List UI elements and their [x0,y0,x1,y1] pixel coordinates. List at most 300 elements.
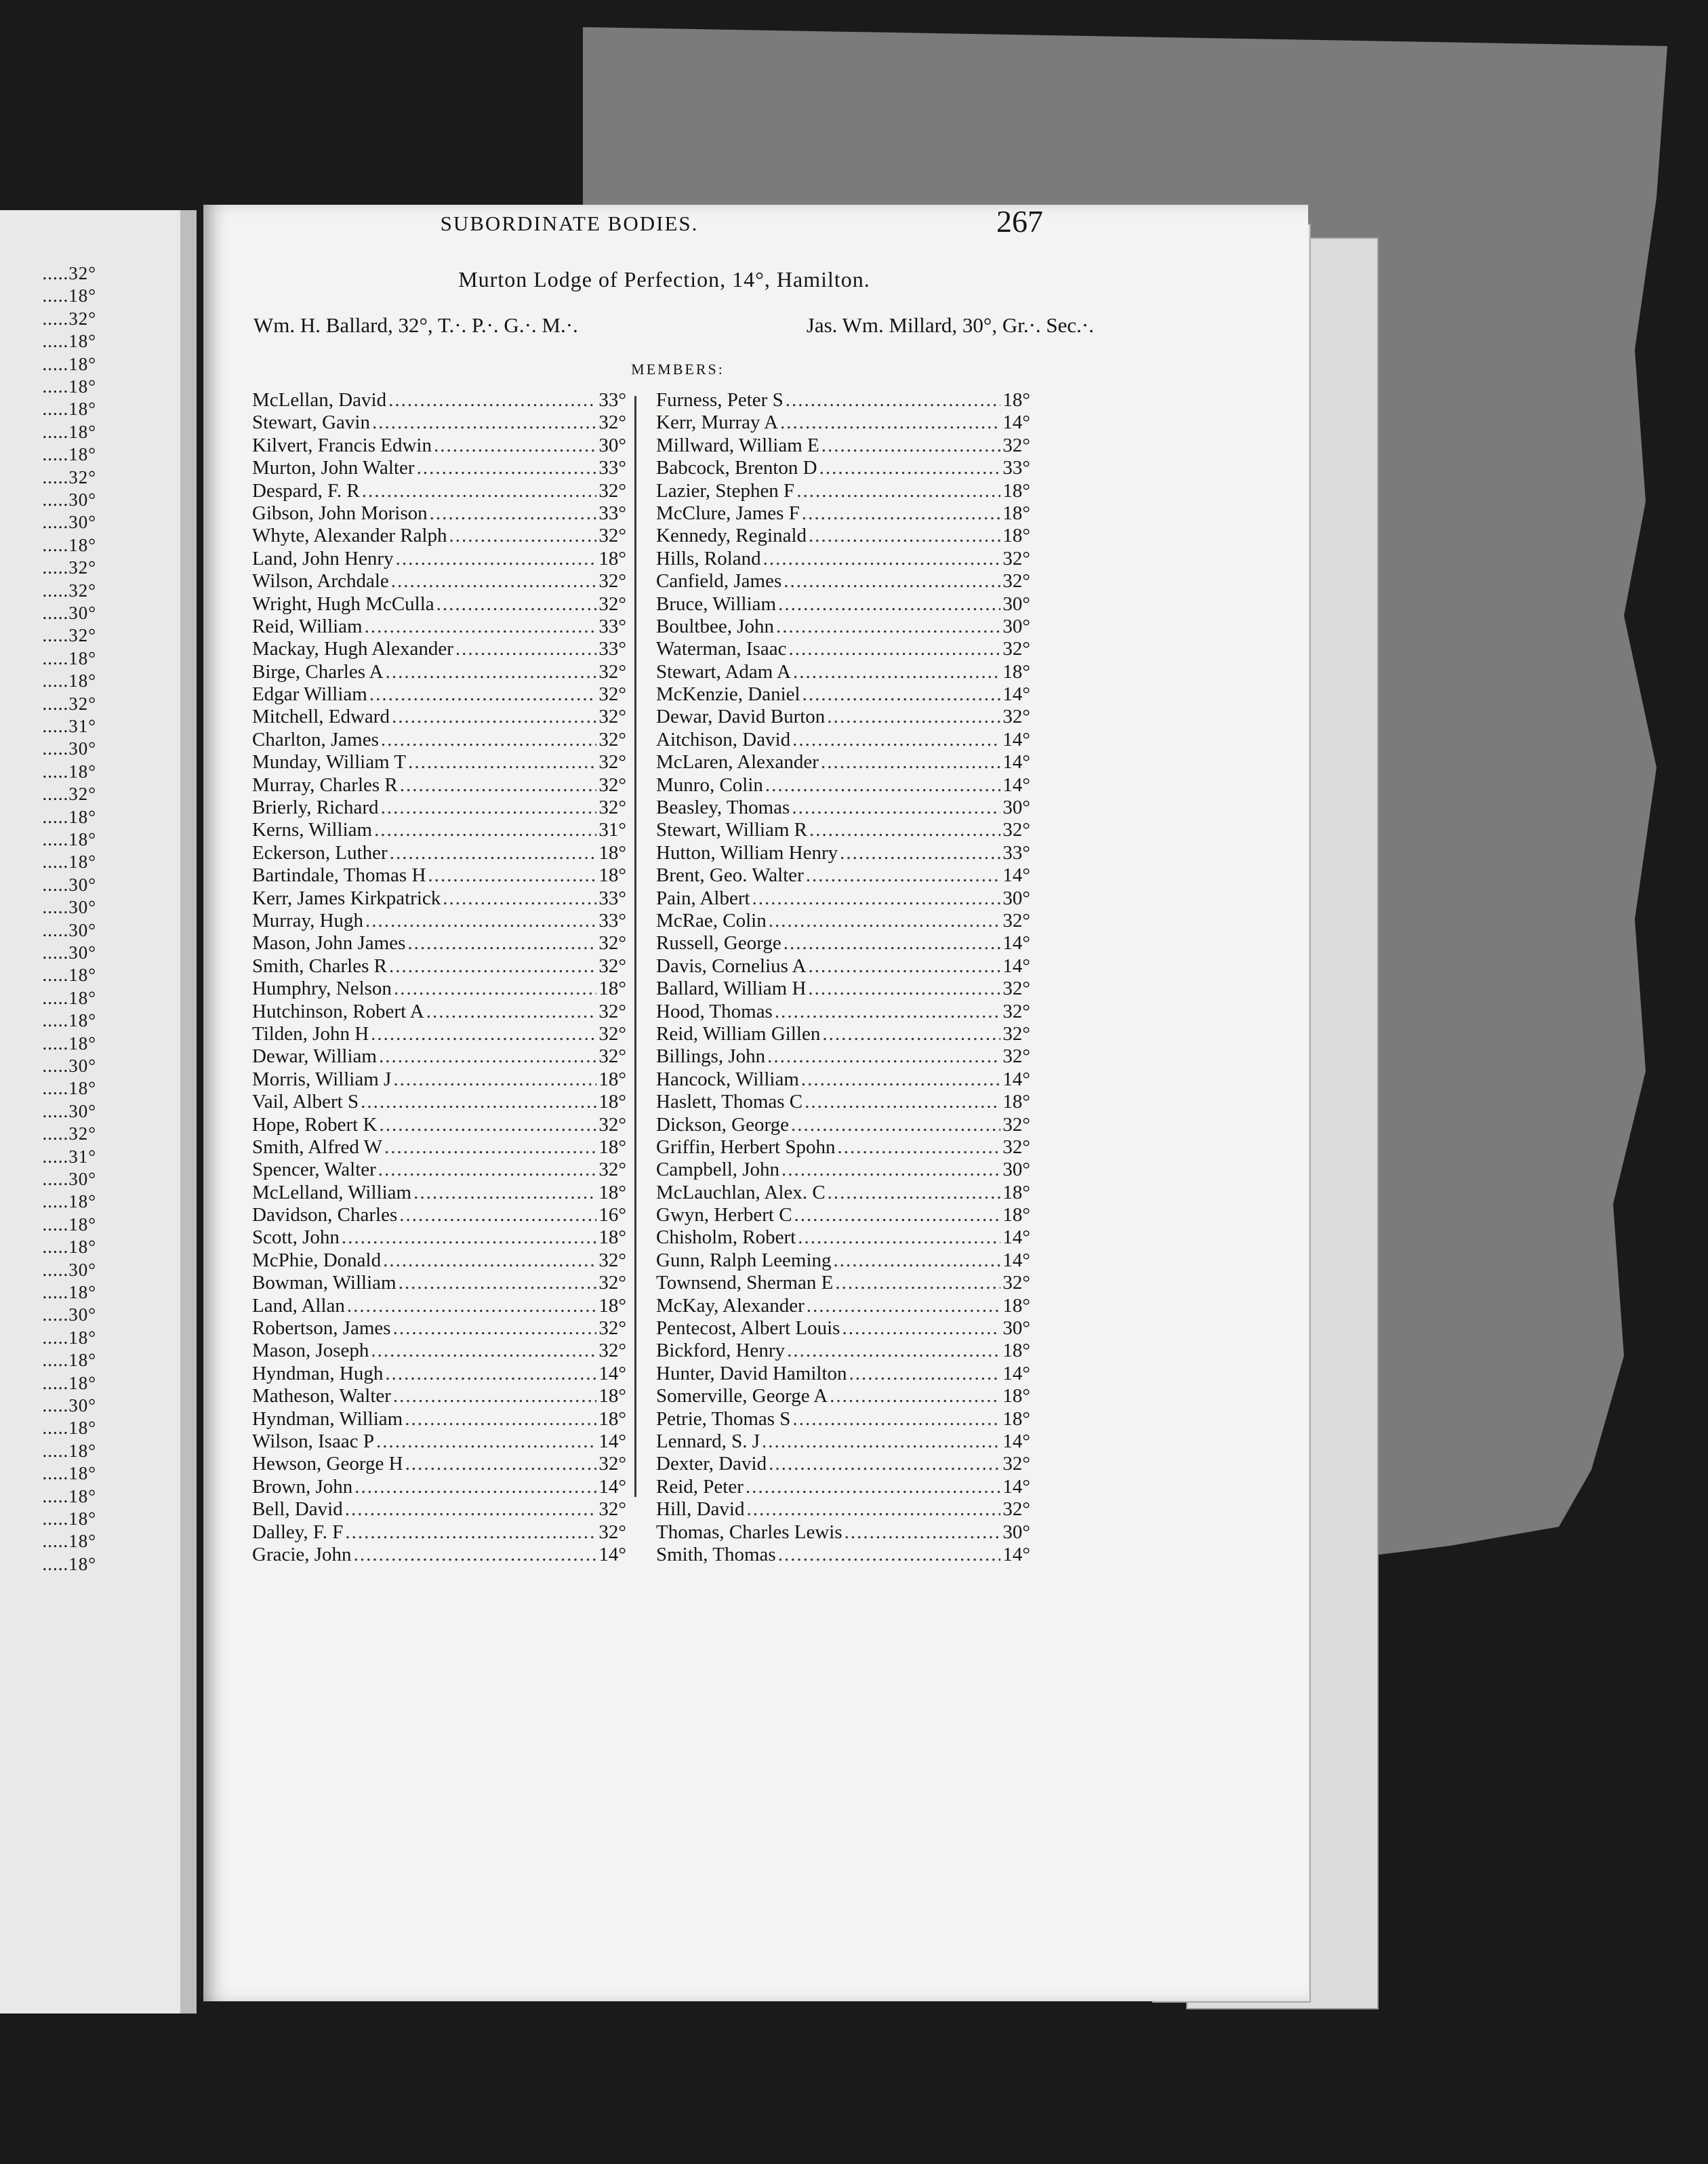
member-name: Haslett, Thomas C [656,1091,803,1113]
dot-leader [747,1498,1001,1521]
facing-page-fragment: .....31° [42,716,96,736]
facing-page-fragment: .....18° [42,829,96,849]
member-degree: 33° [598,887,626,909]
dot-leader [365,910,596,932]
dot-leader [393,1385,596,1407]
member-name: McLaren, Alexander [656,751,819,774]
member-name: Canfield, James [656,570,782,593]
dot-leader [430,502,597,525]
dot-leader [793,661,1000,683]
dot-leader [821,435,1001,457]
member-name: Kerr, James Kirkpatrick [252,887,441,909]
dot-leader [778,1544,1001,1566]
dot-leader [842,1317,1000,1340]
dot-leader [449,525,597,547]
officer-master: Wm. H. Ballard, 32°, T.·. P.·. G.·. M.·. [253,313,578,337]
member-degree: 18° [1002,479,1030,502]
member-name: Babcock, Brenton D [656,457,817,479]
member-name: Kennedy, Reginald [656,525,807,547]
member-row [252,1272,626,1294]
facing-page-fragment: .....18° [42,1327,96,1348]
column-divider [634,396,636,1497]
member-degree: 32° [598,1317,626,1340]
member-degree: 32° [598,774,626,796]
member-degree: 14° [1002,1249,1030,1271]
member-row [656,457,1030,479]
member-name: Hunter, David Hamilton [656,1362,847,1384]
dot-leader [345,1521,596,1544]
facing-page-fragment: .....18° [42,670,96,692]
members-column-right [656,389,1030,1566]
member-degree: 32° [598,797,626,819]
member-row [656,1091,1030,1113]
member-row [252,1136,626,1159]
member-row [656,502,1030,525]
member-name: Wilson, Archdale [252,570,389,593]
member-row [252,955,626,978]
member-degree: 18° [1002,502,1030,524]
facing-page-fragment: .....30° [42,512,96,533]
facing-page-fragment: .....18° [42,1508,96,1529]
member-row [656,1226,1030,1249]
facing-page-fragment: .....30° [42,1304,96,1325]
member-name: Gracie, John [252,1543,352,1565]
dot-leader [399,1204,596,1226]
facing-page-fragment: .....18° [42,1372,96,1393]
dot-leader [455,638,597,660]
member-name: Petrie, Thomas S [656,1407,791,1430]
member-name: Tilden, John H [252,1022,369,1045]
dot-leader [405,1453,597,1475]
member-degree: 18° [598,1294,626,1317]
member-degree: 18° [1002,1181,1030,1203]
member-row [252,1226,626,1249]
dot-leader [371,1340,596,1362]
dot-leader [389,955,596,978]
member-name: Dewar, David Burton [656,706,826,728]
member-row [252,978,626,1000]
member-degree: 18° [1002,660,1030,683]
member-degree: 18° [598,978,626,1000]
dot-leader [399,1272,597,1294]
member-name: McClure, James F [656,502,800,524]
facing-page-fragment: .....18° [42,647,96,668]
dot-leader [784,570,1000,593]
member-row [252,706,626,728]
dot-leader [354,1476,596,1498]
member-name: Gwyn, Herbert C [656,1204,792,1226]
facing-page-fragment: .....18° [42,1191,96,1212]
facing-page-fragment: .....18° [42,1214,96,1235]
member-row [656,389,1030,412]
facing-page-fragment: .....32° [42,1123,96,1144]
member-row [252,751,626,774]
member-row [656,706,1030,728]
member-degree: 32° [598,479,626,502]
member-degree: 30° [1002,593,1030,615]
member-row [252,683,626,706]
dot-leader [801,1068,1000,1091]
member-row [656,1023,1030,1045]
member-row [656,842,1030,864]
dot-leader [436,593,597,616]
member-degree: 18° [598,547,626,569]
member-name: Ballard, William H [656,978,807,1000]
member-row [656,435,1030,457]
member-row [656,932,1030,955]
dot-leader [807,1295,1001,1317]
member-degree: 18° [1002,389,1030,411]
dot-leader [809,955,1001,978]
dot-leader [381,729,597,751]
dot-leader [408,751,596,774]
member-name: Bruce, William [656,593,777,615]
member-name: Munro, Colin [656,774,763,796]
member-degree: 18° [598,1385,626,1407]
member-name: Thomas, Charles Lewis [656,1521,842,1543]
member-row [656,1295,1030,1317]
member-name: Scott, John [252,1226,340,1249]
member-degree: 31° [598,819,626,841]
member-name: Reid, William Gillen [656,1022,821,1045]
member-row [252,661,626,683]
member-row [656,1159,1030,1181]
dot-leader [805,1091,1000,1113]
member-degree: 32° [1002,1272,1030,1294]
member-row [656,910,1030,932]
member-name: Bartindale, Thomas H [252,864,426,887]
dot-leader [396,548,597,570]
member-row [656,1521,1030,1544]
member-row [656,1430,1030,1453]
member-degree: 18° [598,841,626,864]
member-degree: 32° [598,412,626,434]
member-name: Brown, John [252,1475,353,1498]
member-name: Bowman, William [252,1272,396,1294]
facing-page-fragment: .....32° [42,263,96,283]
dot-leader [802,683,1001,706]
member-degree: 14° [1002,1475,1030,1498]
member-row [252,480,626,502]
member-row [252,616,626,638]
member-degree: 32° [598,1159,626,1181]
member-name: Hyndman, William [252,1407,403,1430]
member-degree: 14° [1002,412,1030,434]
member-row [656,955,1030,978]
member-name: Dexter, David [656,1453,767,1475]
facing-page-left [0,210,197,2013]
member-name: Murray, Charles R [252,774,398,796]
member-name: Waterman, Isaac [656,638,787,660]
dot-leader [828,1182,1001,1204]
dot-leader [362,480,597,502]
member-name: Bickford, Henry [656,1340,786,1362]
member-name: Somerville, George A [656,1385,828,1407]
dot-leader [345,1498,597,1521]
member-row [252,570,626,593]
dot-leader [381,797,597,819]
member-name: Lazier, Stephen F [656,479,795,502]
dot-leader [392,706,596,728]
member-degree: 32° [598,751,626,774]
member-name: Wright, Hugh McCulla [252,593,434,615]
dot-leader [765,774,1000,797]
member-row [656,638,1030,660]
member-name: Brierly, Richard [252,797,379,819]
member-row [252,1408,626,1430]
member-row [252,842,626,864]
member-degree: 30° [598,434,626,456]
member-row [252,1430,626,1453]
member-row [656,1182,1030,1204]
member-row [252,1001,626,1023]
member-name: McPhie, Donald [252,1249,382,1271]
member-degree: 18° [598,1226,626,1249]
member-degree: 32° [598,593,626,615]
member-name: Hill, David [656,1498,745,1521]
facing-page-fragment: .....30° [42,1056,96,1076]
member-row [656,548,1030,570]
member-name: McLellan, David [252,389,387,411]
member-row [656,1476,1030,1498]
member-degree: 14° [1002,864,1030,887]
member-name: McKay, Alexander [656,1294,805,1317]
dot-leader [342,1226,596,1249]
dot-leader [798,1226,1000,1249]
facing-page-fragment: .....32° [42,625,96,646]
dot-leader [821,751,1000,774]
member-row [656,1498,1030,1521]
dot-leader [781,1159,1000,1181]
dot-leader [752,887,1001,910]
facing-page-fragment: .....18° [42,806,96,827]
member-degree: 32° [598,932,626,955]
member-degree: 32° [1002,1113,1030,1136]
facing-page-fragment: .....18° [42,1033,96,1054]
member-degree: 18° [1002,1204,1030,1226]
dot-leader [417,457,597,479]
member-name: Millward, William E [656,434,819,456]
facing-page-fragment: .....30° [42,874,96,895]
member-row [252,389,626,412]
member-row [252,1068,626,1091]
member-name: Smith, Thomas [656,1543,776,1565]
dot-leader [393,1317,597,1340]
member-degree: 33° [1002,841,1030,864]
member-degree: 32° [1002,909,1030,931]
member-name: Vail, Albert S [252,1091,359,1113]
facing-page-fragment: .....32° [42,308,96,329]
member-name: Hyndman, Hugh [252,1362,384,1384]
member-degree: 14° [1002,955,1030,977]
member-name: Gibson, John Morison [252,502,428,524]
dot-leader [769,910,1001,932]
member-degree: 18° [1002,1294,1030,1317]
member-name: Campbell, John [656,1159,780,1181]
member-name: Mitchell, Edward [252,706,390,728]
member-row [252,1544,626,1566]
member-row [656,480,1030,502]
dot-leader [775,1001,1001,1023]
member-name: Spencer, Walter [252,1159,376,1181]
member-name: Pentecost, Albert Louis [656,1317,840,1340]
member-degree: 33° [598,502,626,524]
member-degree: 32° [598,1045,626,1068]
facing-page-fragment: .....30° [42,919,96,940]
facing-page-fragment: .....32° [42,580,96,601]
dot-leader [796,480,1000,502]
facing-page-fragment: .....18° [42,1418,96,1439]
member-name: Stewart, William R [656,819,808,841]
member-name: Murray, Hugh [252,909,364,931]
member-row [656,797,1030,819]
dot-leader [379,1114,596,1136]
member-row [252,1476,626,1498]
dot-leader [806,864,1001,887]
member-row [656,1136,1030,1159]
dot-leader [388,389,596,412]
dot-leader [845,1521,1001,1544]
member-row [656,661,1030,683]
member-degree: 33° [598,457,626,479]
dot-leader [365,616,597,638]
member-degree: 32° [1002,1022,1030,1045]
member-name: Hutchinson, Robert A [252,1000,424,1022]
facing-page-fragment: .....18° [42,1010,96,1031]
member-name: Bell, David [252,1498,343,1521]
member-degree: 32° [1002,706,1030,728]
member-name: Eckerson, Luther [252,841,388,864]
dot-leader [379,1045,596,1068]
dot-leader [426,1001,597,1023]
member-row [656,1385,1030,1407]
facing-page-fragment: .....18° [42,444,96,465]
dot-leader [776,616,1000,638]
member-name: Murton, John Walter [252,457,415,479]
member-row [656,978,1030,1000]
member-name: Land, Allan [252,1294,345,1317]
member-degree: 32° [1002,1045,1030,1068]
member-degree: 30° [1002,1159,1030,1181]
member-name: Hope, Robert K [252,1113,378,1136]
dot-leader [374,819,596,841]
dot-leader [787,1340,1000,1362]
member-name: Billings, John [656,1045,766,1068]
dot-leader [791,1114,1000,1136]
member-degree: 14° [598,1362,626,1384]
member-degree: 18° [1002,1407,1030,1430]
member-degree: 33° [598,638,626,660]
member-row [656,774,1030,797]
dot-leader [376,1430,596,1453]
member-row [252,638,626,660]
member-row [252,1363,626,1385]
member-row [656,570,1030,593]
dot-leader [792,1408,1000,1430]
dot-leader [413,1182,596,1204]
dot-leader [405,1408,596,1430]
member-degree: 18° [1002,1385,1030,1407]
dot-leader [746,1476,1001,1498]
member-degree: 18° [598,1181,626,1203]
member-name: Stewart, Gavin [252,412,370,434]
facing-page-fragment: .....18° [42,1553,96,1574]
facing-page-fragment: .....31° [42,1146,96,1167]
member-name: Mackay, Hugh Alexander [252,638,453,660]
member-name: Reid, Peter [656,1475,744,1498]
dot-leader [809,819,1000,841]
member-degree: 32° [598,1340,626,1362]
dot-leader [778,593,1000,616]
member-name: Aitchison, David [656,728,791,750]
member-row [252,819,626,841]
facing-page-fragment: .....18° [42,1531,96,1552]
member-name: Dewar, William [252,1045,377,1068]
member-row [252,1453,626,1475]
member-name: Kilvert, Francis Edwin [252,434,432,456]
member-name: McLauchlan, Alex. C [656,1181,826,1203]
member-row [252,525,626,547]
member-name: Stewart, Adam A [656,660,791,683]
dot-leader [390,842,597,864]
member-degree: 14° [1002,1430,1030,1452]
member-row [656,1045,1030,1068]
member-name: Boultbee, John [656,615,774,637]
member-row [252,910,626,932]
member-degree: 14° [1002,1226,1030,1249]
member-degree: 32° [1002,638,1030,660]
member-row [252,1249,626,1272]
member-name: Morris, William J [252,1068,392,1090]
facing-page-fragment: .....18° [42,285,96,306]
member-degree: 32° [598,660,626,683]
dot-leader [837,1136,1000,1159]
facing-page-fragment: .....18° [42,376,96,397]
member-name: Griffin, Herbert Spohn [656,1136,836,1158]
member-degree: 32° [1002,1000,1030,1022]
member-name: Hancock, William [656,1068,799,1090]
member-row [252,502,626,525]
dot-leader [835,1272,1000,1294]
member-row [252,548,626,570]
member-name: McKenzie, Daniel [656,683,800,706]
dot-leader [809,525,1000,547]
member-degree: 30° [1002,1521,1030,1543]
dot-leader [794,1204,1001,1226]
facing-page-gutter [180,210,197,2013]
member-row [252,797,626,819]
member-row [656,864,1030,887]
member-degree: 32° [598,955,626,977]
member-degree: 18° [598,864,626,887]
member-row [656,1317,1030,1340]
dot-leader [391,570,597,593]
dot-leader [808,978,1000,1000]
member-name: McLelland, William [252,1181,412,1203]
officer-secretary: Jas. Wm. Millard, 30°, Gr.·. Sec.·. [806,313,1094,337]
member-name: Kerns, William [252,819,373,841]
member-name: Chisholm, Robert [656,1226,796,1249]
dot-leader [827,706,1000,728]
member-name: Land, John Henry [252,547,394,569]
member-degree: 16° [598,1204,626,1226]
dot-leader [428,864,596,887]
facing-page-fragment: .....18° [42,1078,96,1099]
member-degree: 18° [598,1091,626,1113]
dot-leader [792,729,1000,751]
member-degree: 32° [598,706,626,728]
dot-leader [354,1544,597,1566]
